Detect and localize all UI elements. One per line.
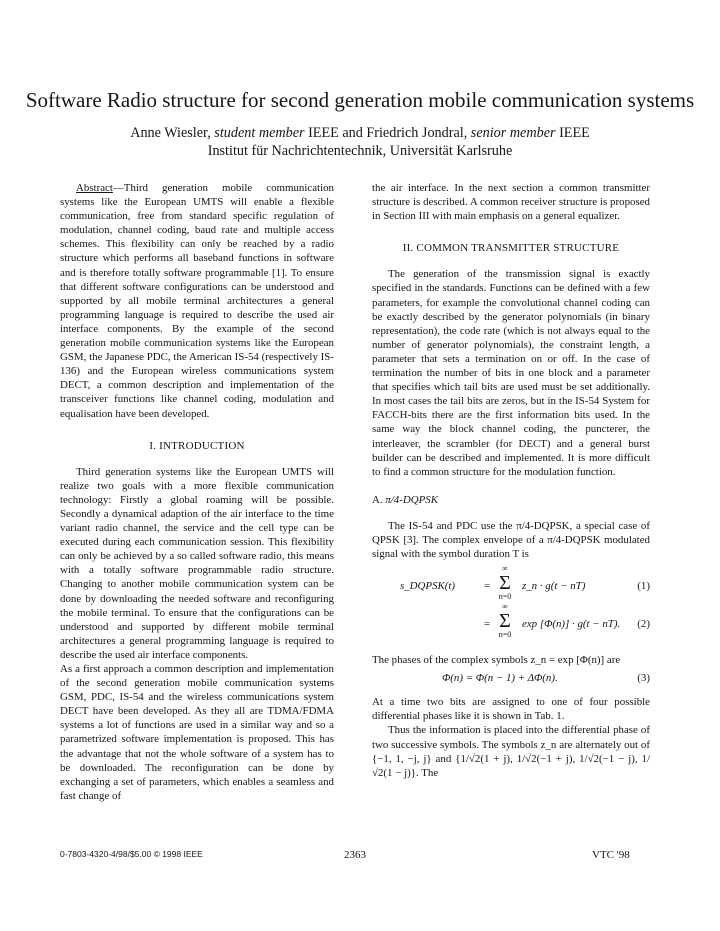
intro-paragraph-1: Third generation systems like the European UMTS will realize two goals with a more flexible communication technology: Firstly a global roaming will be possible. Secondly a dynamical adaption of the air interface to the time variant radio channel, the service and the cell type can be executed during each communication session. This flexibility can only be achieved by a so called software radio, this means with a totally software programmable radio structure. Changing to another mobile communication system can be done by downloading the needed software and reconfiguring the mobile terminal. To ensure that the configurations can be understood and supported by different mobile terminal architectures a general programming language is required to describe the used air interface components. [60, 465, 334, 661]
equation-1-number: (1) [637, 580, 650, 593]
equation-1-equals: = [484, 580, 491, 593]
author-1-name: Anne Wiesler, [130, 125, 211, 141]
section-2-heading: II. COMMON TRANSMITTER STRUCTURE [402, 242, 620, 255]
subsection-number: A. [372, 493, 383, 506]
equation-3-number: (3) [637, 672, 650, 685]
subsection-a-heading [372, 493, 650, 507]
equation-3 [372, 667, 650, 689]
equation-1 [372, 564, 650, 607]
subsection-a-paragraph-2: At a time two bits are assigned to one of four possible differential phases like it is shown in Tab. 1. [372, 696, 650, 723]
phase-sentence: The phases of the complex symbols z_n = exp [Φ(n)] are [372, 654, 621, 667]
author-block [0, 124, 720, 160]
summation-1-lower: n=0 [498, 592, 512, 602]
equation-1-lhs: s_DQPSK(t) [400, 580, 456, 593]
section-1-heading: I. INTRODUCTION [149, 439, 245, 452]
authors-line [0, 124, 720, 142]
author-1-org: IEEE and Friedrich Jondral, [308, 125, 468, 141]
summation-2-upper: ∞ [502, 602, 508, 612]
subsection-a-paragraph-1: The IS-54 and PDC use the π/4-DQPSK, a special case of QPSK [3]. The complex envelope of a π/4-DQPSK modulated signal with the symbol duration T is [372, 519, 650, 561]
subsection-title: π/4-DQPSK [385, 493, 438, 506]
conference-footer: VTC '98 [592, 849, 630, 861]
intro-paragraph-2: As a first approach a common description and implementation of the second generation mobile communication systems GSM, PDC, IS-54 and the wireless communications system DECT have been developed. As they all are TDMA/FDMA systems a lot of functions are used in a similar way and so a parametrized software implementation is proposed. This has the advantage that not the whole software of a system has to be downloaded. The reconfiguration can be done by exchanging a set of parameters, which enables a seamless and fast change of [60, 663, 334, 802]
right-column [372, 181, 650, 780]
continued-paragraph: the air interface. In the next section a common transmitter structure is described. A common receiver structure is proposed in Section III with main emphasis on a general equalizer. [372, 182, 650, 223]
equation-2-number: (2) [637, 618, 650, 631]
paper-title: Software Radio structure for second generation mobile communication systems [25, 88, 695, 112]
section-2-paragraph: The generation of the transmission signal is exactly specified in the standards. Functions can be defined with a few parameters, for example the convolutional channel coding can be exactly described by the generator polynomials (in binary representation), the code rate (which is not always equal to the number of generator polynomials), the constraint length, a parameter that sets a termination on or off. In the case of termination the number of bits in one block and a parameter that specifies which tail bits are used must be set additionally. In most cases the tail bits are zeros, but in the IS-54 System for FACCH-bits there are the first information bits used. In the same way the block channel coding, the puncterer, the interleaver, the scrambler (for DECT) and a general burst builder can be described and implemented. It is more difficult to find a common structure for the modulation function. [372, 268, 650, 478]
author-2-org: IEEE [559, 125, 590, 141]
equation-2 [372, 602, 650, 645]
sigma-symbol-icon: Σ [499, 610, 511, 633]
affiliation: Institut für Nachrichtentechnik, Universität Karlsruhe [207, 143, 513, 159]
equation-3-body: Φ(n) = Φ(n − 1) + ΔΦ(n). [442, 672, 558, 685]
left-column [60, 181, 334, 803]
equation-2-equals: = [484, 618, 491, 631]
abstract-label: Abstract [76, 182, 113, 194]
summation-1 [494, 565, 516, 601]
subsection-a-paragraph-3: Thus the information is placed into the differential phase of two successive symbols. The symbols z_n are alternately out of {−1, 1, −j, j} and {1/√2(1 + j), 1/√2(−1 + j), 1/√2(−1 − j), 1/√2(1 − j)}. The [372, 724, 650, 779]
abstract-paragraph [60, 181, 334, 421]
summation-1-upper: ∞ [502, 564, 508, 574]
equation-2-rhs: exp [Φ(n)] · g(t − nT). [522, 618, 621, 631]
summation-2-lower: n=0 [498, 630, 512, 640]
sigma-symbol-icon: Σ [499, 572, 511, 595]
abstract-text: —Third generation mobile communication systems like the European UMTS will enable a flexible communication, free from standard specific regulation of modulation, channel coding, baud rate and multiple access schemes. This flexibility can only be reached by a radio structure which performs all baseband functions in software and is therefore totally software programmable [1]. To ensure that different software configurations can be understood and supported by all mobile terminal architectures a general programming language is required to describe the used air interface components. By the example of the second generation mobile communication systems like the European GSM, the Japanese PDC, the American IS-54 (respectively IS-136) and the European wireless communications system DECT, a common description and implementation of the transceiver functions like channel coding, modulation and equalisation have been developed. [60, 182, 334, 420]
copyright-footer: 0-7803-4320-4/98/$5.00 © 1998 IEEE [60, 849, 203, 859]
summation-2 [494, 603, 516, 639]
author-2-role: senior member [470, 125, 556, 141]
author-1-role: student member [214, 125, 305, 141]
equation-1-rhs: z_n · g(t − nT) [522, 580, 586, 593]
page-number: 2363 [344, 849, 366, 861]
